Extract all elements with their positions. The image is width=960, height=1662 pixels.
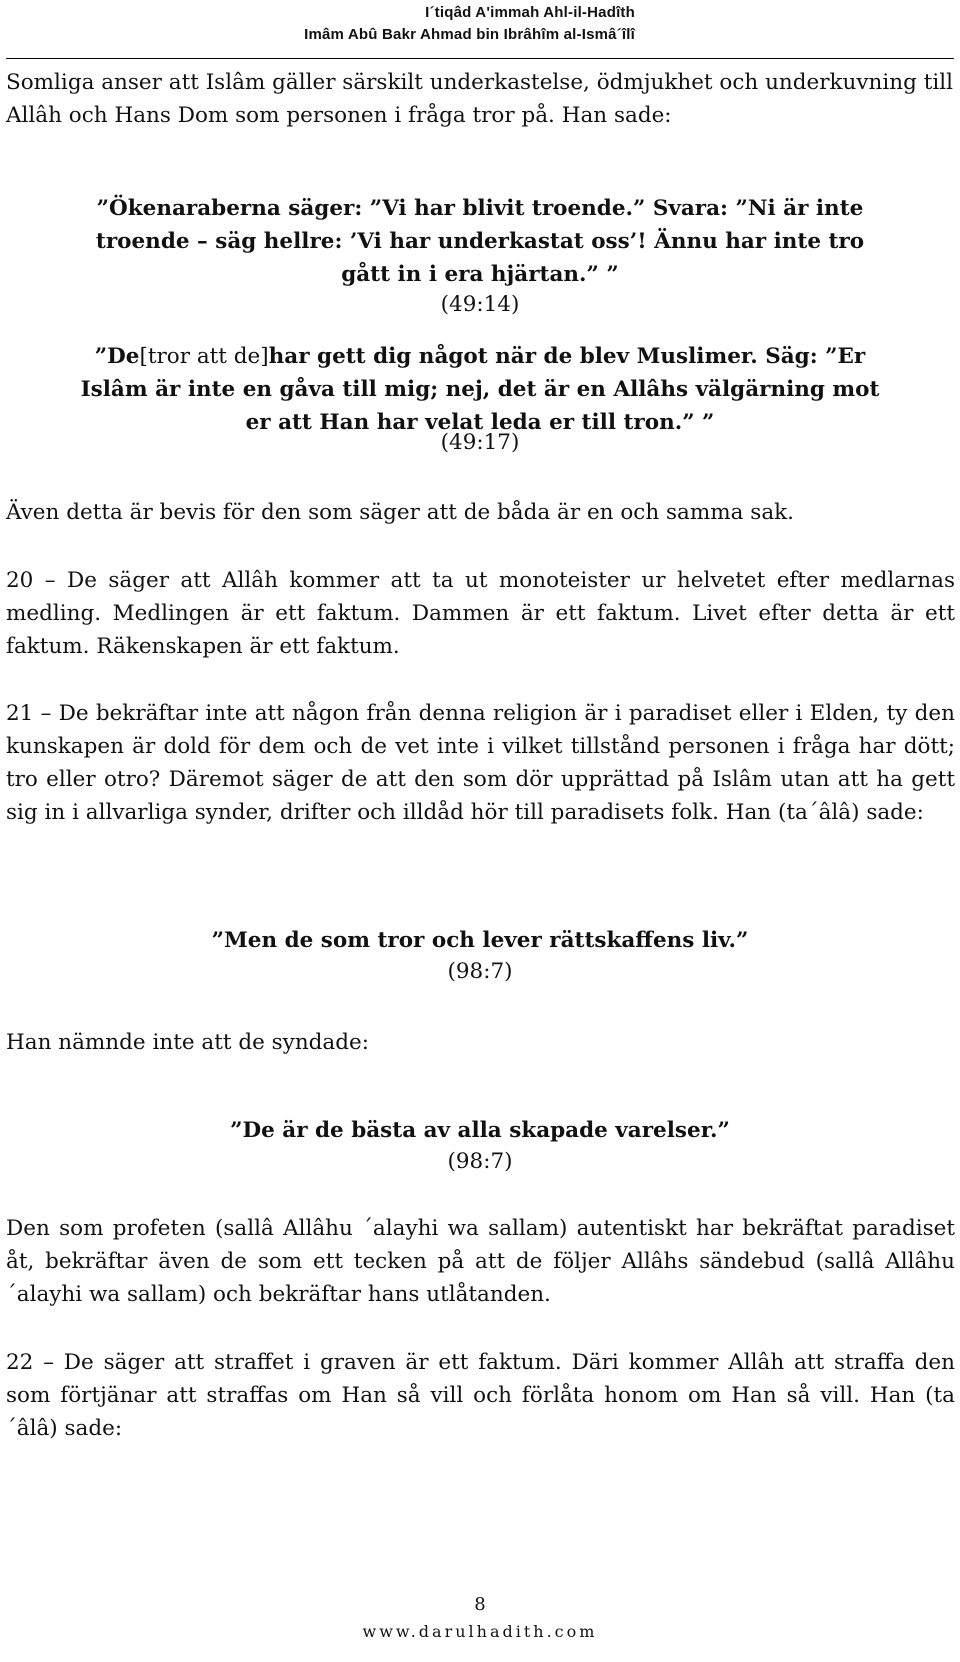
paragraph-2: Även detta är bevis för den som säger att de båda är en och samma sak. [6,500,795,525]
quote-98-7-b-text: ”De är de bästa av alla skapade varelser.” [230,1118,730,1143]
header-divider [6,58,954,59]
quote-49-14 [40,192,920,291]
paragraph-21: 21 – De bekräftar inte att någon från denna religion är i paradiset eller i Elden, ty den kunskapen är dold för dem och de vet inte i vilket tillstånd personen i fråga har dött; tro eller otro? Däremot säger de att den som dör upprättad på Islâm utan att ha gett sig in i allvarliga synder, drifter och illdåd hör till paradisets folk. Han (ta´âlâ) sade: [6,701,955,825]
quote-49-14-line1: ”Ökenaraberna säger: ”Vi har blivit troende.” Svara: ”Ni är inte [96,196,864,221]
header-title-line2: Imâm Abû Bakr Ahmad bin Ibrâhîm al-Ismâ´îlî [304,26,635,43]
paragraph-20: 20 – De säger att Allâh kommer att ta ut monoteister ur helvetet efter medlarnas medling. Medlingen är ett faktum. Dammen är ett faktum. Livet efter detta är ett faktum. Räkenskapen är ett faktum. [6,568,955,659]
paragraph-6: Den som profeten (sallâ Allâhu ´alayhi wa sallam) autentiskt har bekräftat paradiset åt, bekräftar även de som ett tecken på att de följer Allâhs sändebud (sallâ Allâhu ´alayhi wa sallam) och bekräftar hans utlåtanden. [6,1216,955,1307]
quote-98-7-a [0,924,960,957]
header-title-line1: I´tiqâd A'immah Ahl-il-Hadîth [425,4,635,21]
page-number: 8 [474,1594,486,1615]
footer-website-link[interactable]: www.darulhadith.com [362,1622,598,1641]
quote-98-7-a-reference: (98:7) [447,959,513,984]
quote-49-17-line1-insert: [tror att de] [139,344,269,369]
paragraph-5: Han nämnde inte att de syndade: [6,1030,369,1055]
quote-49-17-line3: er att Han har velat leda er till tron.” ” [245,410,715,435]
quote-49-14-line3: gått in i era hjärtan.” ” [341,262,619,287]
quote-49-17-line1-a: ”De [94,344,140,369]
paragraph-22: 22 – De säger att straffet i graven är ett faktum. Däri kommer Allâh att straffa den som förtjänar att straffas om Han så vill och förlåta honom om Han så vill. Han (ta´âlâ) sade: [6,1350,955,1441]
quote-98-7-a-text: ”Men de som tror och lever rättskaffens liv.” [211,928,749,953]
quote-49-14-reference: (49:14) [440,292,520,317]
quote-98-7-b-reference: (98:7) [447,1149,513,1174]
paragraph-1: Somliga anser att Islâm gäller särskilt underkastelse, ödmjukhet och underkuvning till Allâh och Hans Dom som personen i fråga tror på. Han sade: [6,70,953,128]
quote-49-17-line1-b: har gett dig något när de blev Muslimer. Säg: ”Er [268,344,866,369]
quote-98-7-b [0,1114,960,1147]
quote-49-17-reference: (49:17) [440,430,520,455]
page-header [0,0,960,56]
quote-49-14-line2: troende – säg hellre: ’Vi har underkastat oss’! Ännu har inte tro [95,229,865,254]
quote-49-17-line2: Islâm är inte en gåva till mig; nej, det är en Allâhs välgärning mot [80,377,880,402]
quote-49-17 [40,340,920,439]
